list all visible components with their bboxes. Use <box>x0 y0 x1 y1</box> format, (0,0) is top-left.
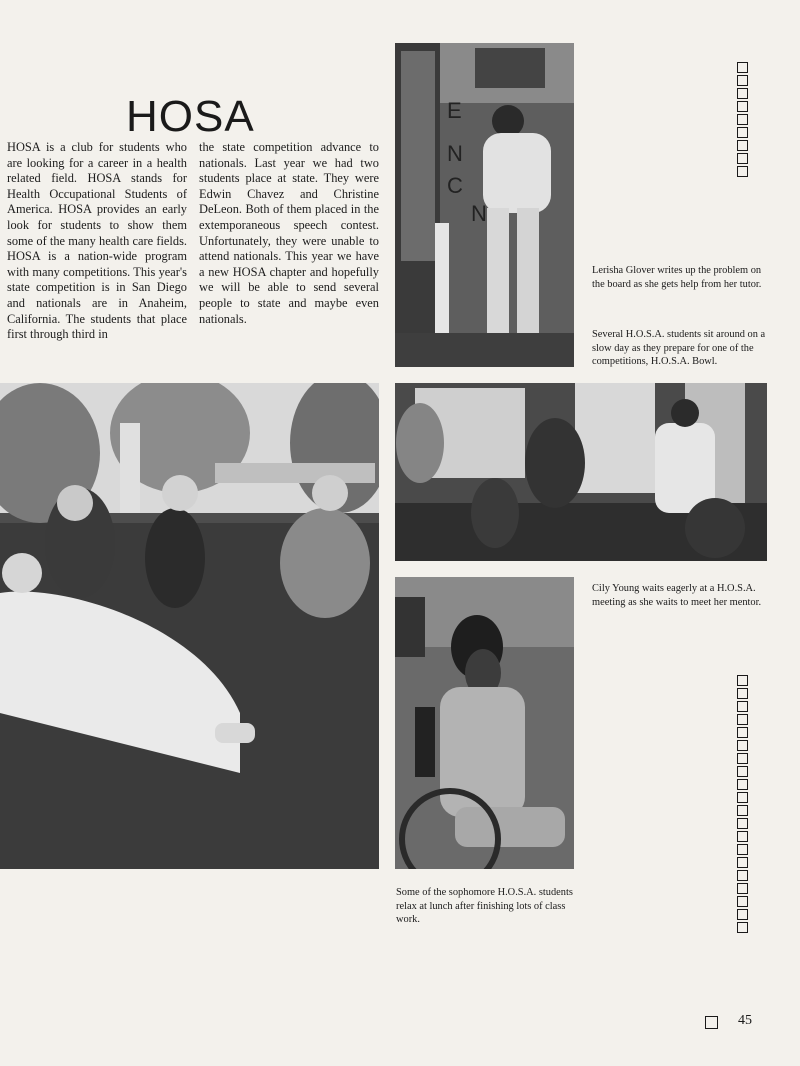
board-letter: E <box>447 98 462 123</box>
square-icon <box>737 831 748 842</box>
board-letter: N <box>447 141 463 166</box>
square-icon <box>737 166 748 177</box>
page-title: HOSA <box>126 92 255 141</box>
caption-bowl: Several H.O.S.A. students sit around on a slow day as they prepare for one of the competitions, H.O.S.A. Bowl. <box>592 329 766 368</box>
square-icon <box>737 140 748 151</box>
photo-student-at-board <box>395 43 574 367</box>
square-icon <box>737 701 748 712</box>
article-column-1: HOSA is a club for students who are looking for a career in a health related field. HOSA stands for Health Occupational Students of America. HOSA provides an early look for students to show them some of the many health care fields. HOSA is a nation-wide program with many competitions. This year's state competition is in San Diego and nationals are in Anaheim, California. The students that place first through third in <box>7 140 187 342</box>
square-icon <box>737 883 748 894</box>
square-icon <box>737 88 748 99</box>
square-icon <box>737 753 748 764</box>
photo-students-in-classroom <box>395 383 767 561</box>
square-icon <box>737 740 748 751</box>
square-icon <box>737 896 748 907</box>
board-letter: C <box>447 173 463 198</box>
square-icon <box>737 153 748 164</box>
square-icon <box>737 805 748 816</box>
square-icon <box>737 62 748 73</box>
square-icon <box>737 766 748 777</box>
square-icon <box>737 779 748 790</box>
square-icon <box>737 818 748 829</box>
page-number: 45 <box>738 1013 752 1028</box>
square-icon <box>737 75 748 86</box>
article-column-2: the state competition advance to nationals. Last year we had two students place at state. They were Edwin Chavez and Christine DeLeon. Both of them placed in the extemporaneous speech contest. Unfortunately, they were unable to attend nationals. This year we have a new HOSA chapter and hopefully we will be able to send several people to state and maybe even nationals. <box>199 140 379 326</box>
photo-student-in-wheelchair <box>395 577 574 869</box>
square-icon <box>737 870 748 881</box>
decorative-squares-top <box>737 62 748 177</box>
caption-glover: Lerisha Glover writes up the problem on the board as she gets help from her tutor. <box>592 265 762 290</box>
caption-lunch: Some of the sophomore H.O.S.A. students relax at lunch after finishing lots of class work. <box>396 887 573 926</box>
board-letter: N <box>471 201 487 226</box>
photo-students-on-lawn <box>0 383 379 869</box>
square-icon <box>737 101 748 112</box>
footer-square-icon <box>705 1016 718 1029</box>
decorative-squares-bottom <box>737 675 748 933</box>
caption-young: Cily Young waits eagerly at a H.O.S.A. meeting as she waits to meet her mentor. <box>592 583 762 608</box>
square-icon <box>737 688 748 699</box>
square-icon <box>737 792 748 803</box>
square-icon <box>737 127 748 138</box>
square-icon <box>737 844 748 855</box>
square-icon <box>737 675 748 686</box>
square-icon <box>737 857 748 868</box>
square-icon <box>737 714 748 725</box>
square-icon <box>737 114 748 125</box>
square-icon <box>737 727 748 738</box>
square-icon <box>737 922 748 933</box>
square-icon <box>737 909 748 920</box>
